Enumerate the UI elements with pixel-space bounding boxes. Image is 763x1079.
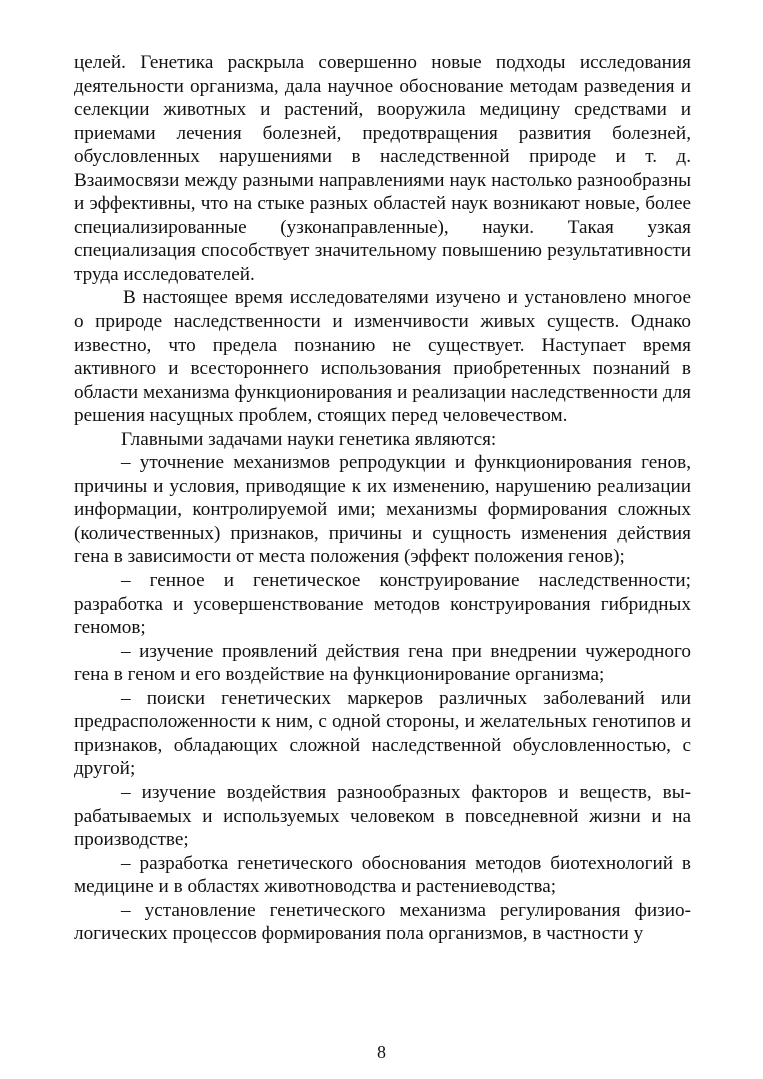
list-item-task-5: – изучение воздействия разнообразных факторов и веществ, вырабатываемых и используемых человеком в повседневной жизни и на производстве;: [74, 781, 691, 851]
list-item-task-3: – изучение проявлений действия гена при внедрении чужеродного гена в геном и его воздействие на функционирование организма;: [74, 640, 691, 686]
list-item-task-4: – поиски генетических маркеров различных заболеваний или предрасположенности к ним, с одной стороны, и желательных генотипов и признаков, обладающих сложной наследственной обусловленностью, с другой;: [74, 687, 691, 780]
list-item-task-6: – разработка генетического обоснования методов биотехнологий в медицине и в областях животноводства и растениеводства;: [74, 852, 691, 898]
page-number: 8: [377, 1042, 386, 1062]
paragraph-main-tasks-heading: Главными задачами науки генетика являются:: [121, 428, 497, 450]
list-item-task-2: – генное и генетическое конструирование наследственности; разработка и усовершенствование методов конструирования гибридных геномов;: [74, 570, 691, 639]
page-text: [74, 51, 691, 946]
list-item-task-7: – установление генетического механизма регулирования физиологических процессов формирования пола организмов, в частности у: [74, 899, 691, 945]
list-item-task-1: – уточнение механизмов репродукции и функционирования генов, причины и условия, приводящие к их изменению, нарушению реализации информации, контролируемой ими; механизмы формирования сложных (количественных) признаков, причины и сущность изменения действия гена в зависимости от места положения (эффект положения генов);: [74, 452, 691, 568]
paragraph-current-research: В настоящее время исследователями изучено и установлено многое о природе наследственности и изменчивости живых существ. Однако известно, что предела познанию не существует. Наступает время активного и всестороннего использования приобретенных познаний в области механизма функционирования и реализации наследственности для решения насущных проблем, стоящих перед человечеством.: [74, 287, 691, 427]
paragraph-genetics-achievements: целей. Генетика раскрыла совершенно новые подходы исследования деятельности организма, дала научное обоснование методам разведения и селекции животных и растений, вооружила медицину средствами и приемами лечения болезней, предотвращения развития болезней, обусловленных нарушениями в наследственной природе и т. д. Взаимосвязи между разными направлениями наук настолько разнообразны и эффективны, что на стыке разных областей наук возникают новые, более специализированные (узконаправленные), науки. Такая узкая специализация способствует значительному повышению результативности труда исследователей.: [74, 52, 691, 285]
